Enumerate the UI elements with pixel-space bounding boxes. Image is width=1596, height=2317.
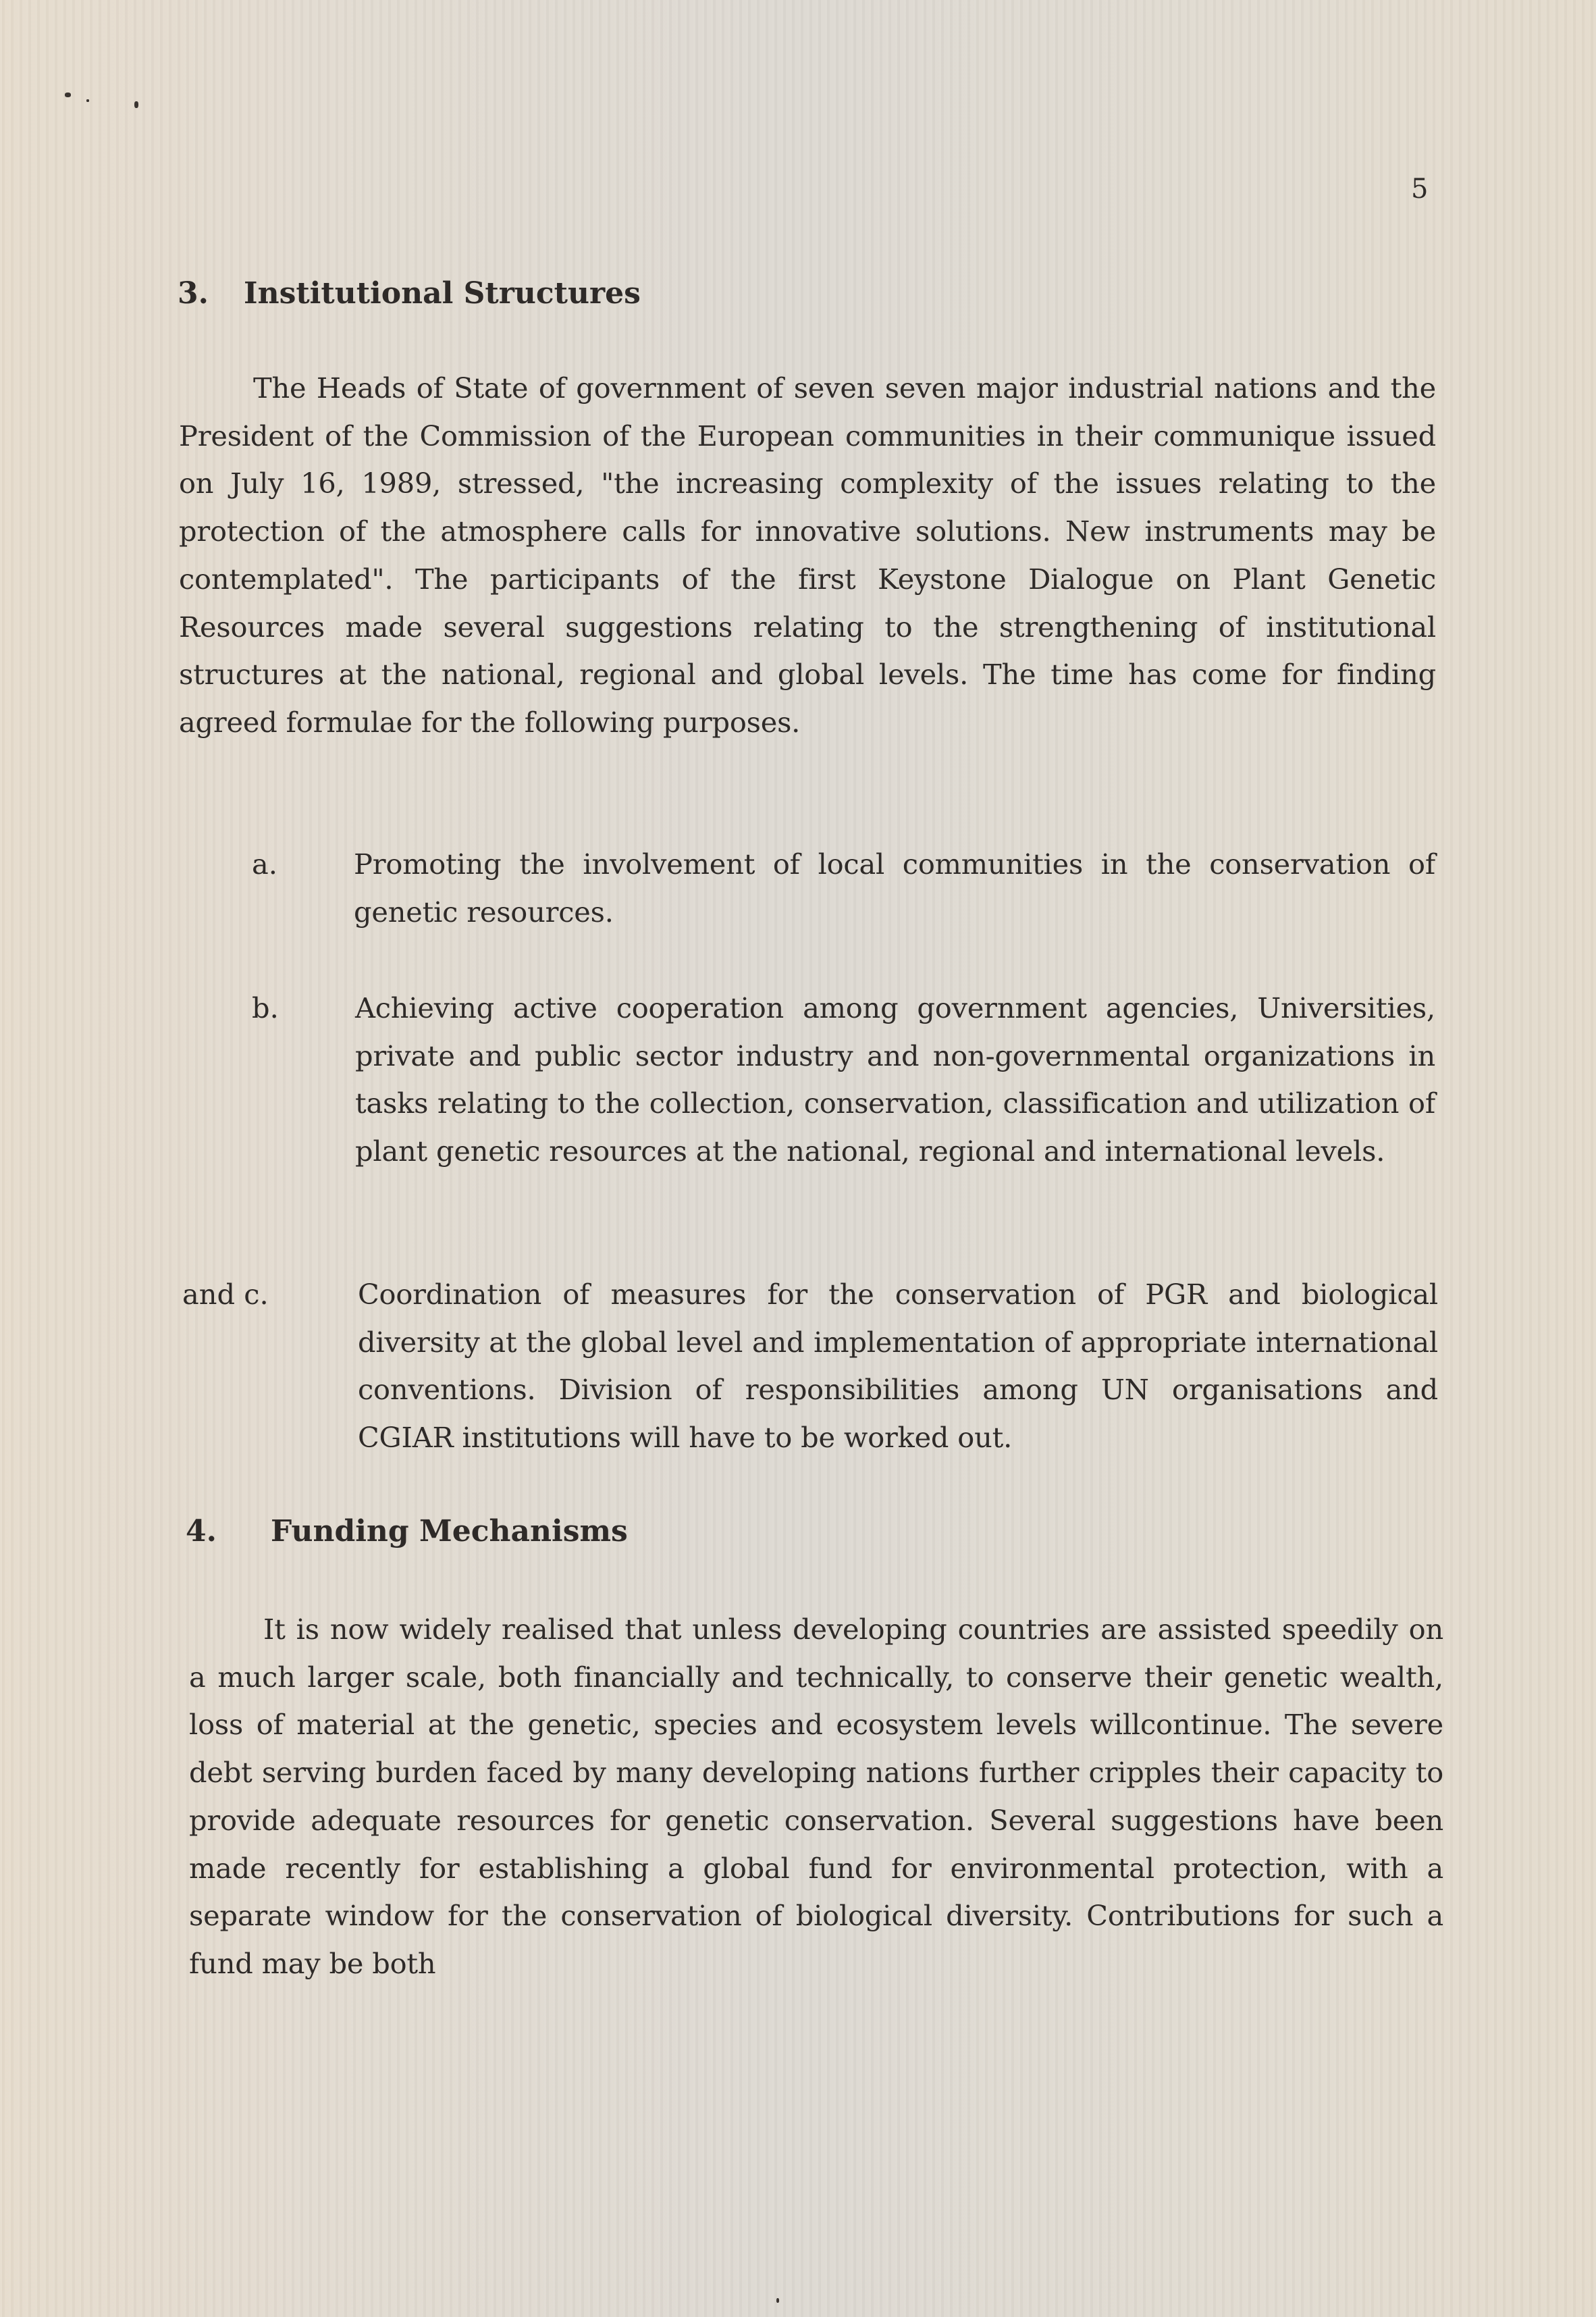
list-text-b: Achieving active cooperation among government agencies, Universities, private and public sector industry and non-governmental organizations in tasks relating to the collection, conservation, classification and utilization of plant genetic resources at the national, regional and international levels. bbox=[355, 991, 1435, 1168]
section-4-paragraph: It is now widely realised that unless developing countries are assisted speedily on a much larger scale, both financially and technically, to conserve their genetic wealth, loss of material at the genetic, species and ecosystem levels willcontinue. The severe debt serving burden faced by many developing nations further cripples their capacity to provide adequate resources for genetic conservation. Several suggestions have been made recently for establishing a global fund for environmental protection, with a separate window for the conservation of biological diversity. Contributions for such a fund may be both bbox=[189, 1613, 1443, 1980]
scan-speck bbox=[86, 99, 89, 102]
list-text-a: Promoting the involvement of local communities in the conservation of genetic resources. bbox=[354, 848, 1435, 929]
section-4-heading bbox=[186, 1511, 628, 1552]
scan-speck bbox=[134, 101, 138, 108]
list-text-c: Coordination of measures for the conservation of PGR and biological diversity at the global level and implementation of appropriate international conventions. Division of responsibilities among UN organisations and CGIAR institutions will have to be worked out. bbox=[358, 1278, 1438, 1455]
section-3-number: 3. bbox=[178, 276, 209, 311]
section-4-title: Funding Mechanisms bbox=[271, 1514, 628, 1548]
list-label-b: b. bbox=[252, 991, 279, 1024]
section-4-number: 4. bbox=[186, 1514, 217, 1548]
list-label-c: and c. bbox=[182, 1278, 269, 1311]
section-3-heading bbox=[178, 274, 641, 314]
list-label-a: a. bbox=[252, 848, 277, 881]
page-number: 5 bbox=[1411, 174, 1429, 205]
scan-speck bbox=[65, 93, 71, 97]
section-3-title: Institutional Structures bbox=[244, 276, 641, 311]
scan-speck bbox=[776, 2298, 779, 2303]
section-3-paragraph: The Heads of State of government of seven seven major industrial nations and the President of the Commission of the European communities in their communique issued on July 16, 1989, stressed, "the increasing complexity of the issues relating to the protection of the atmosphere calls for innovative solutions. New instruments may be contemplated". The participants of the first Keystone Dialogue on Plant Genetic Resources made several suggestions relating to the strengthening of institutional structures at the national, regional and global levels. The time has come for finding agreed formulae for the following purposes. bbox=[179, 371, 1436, 739]
